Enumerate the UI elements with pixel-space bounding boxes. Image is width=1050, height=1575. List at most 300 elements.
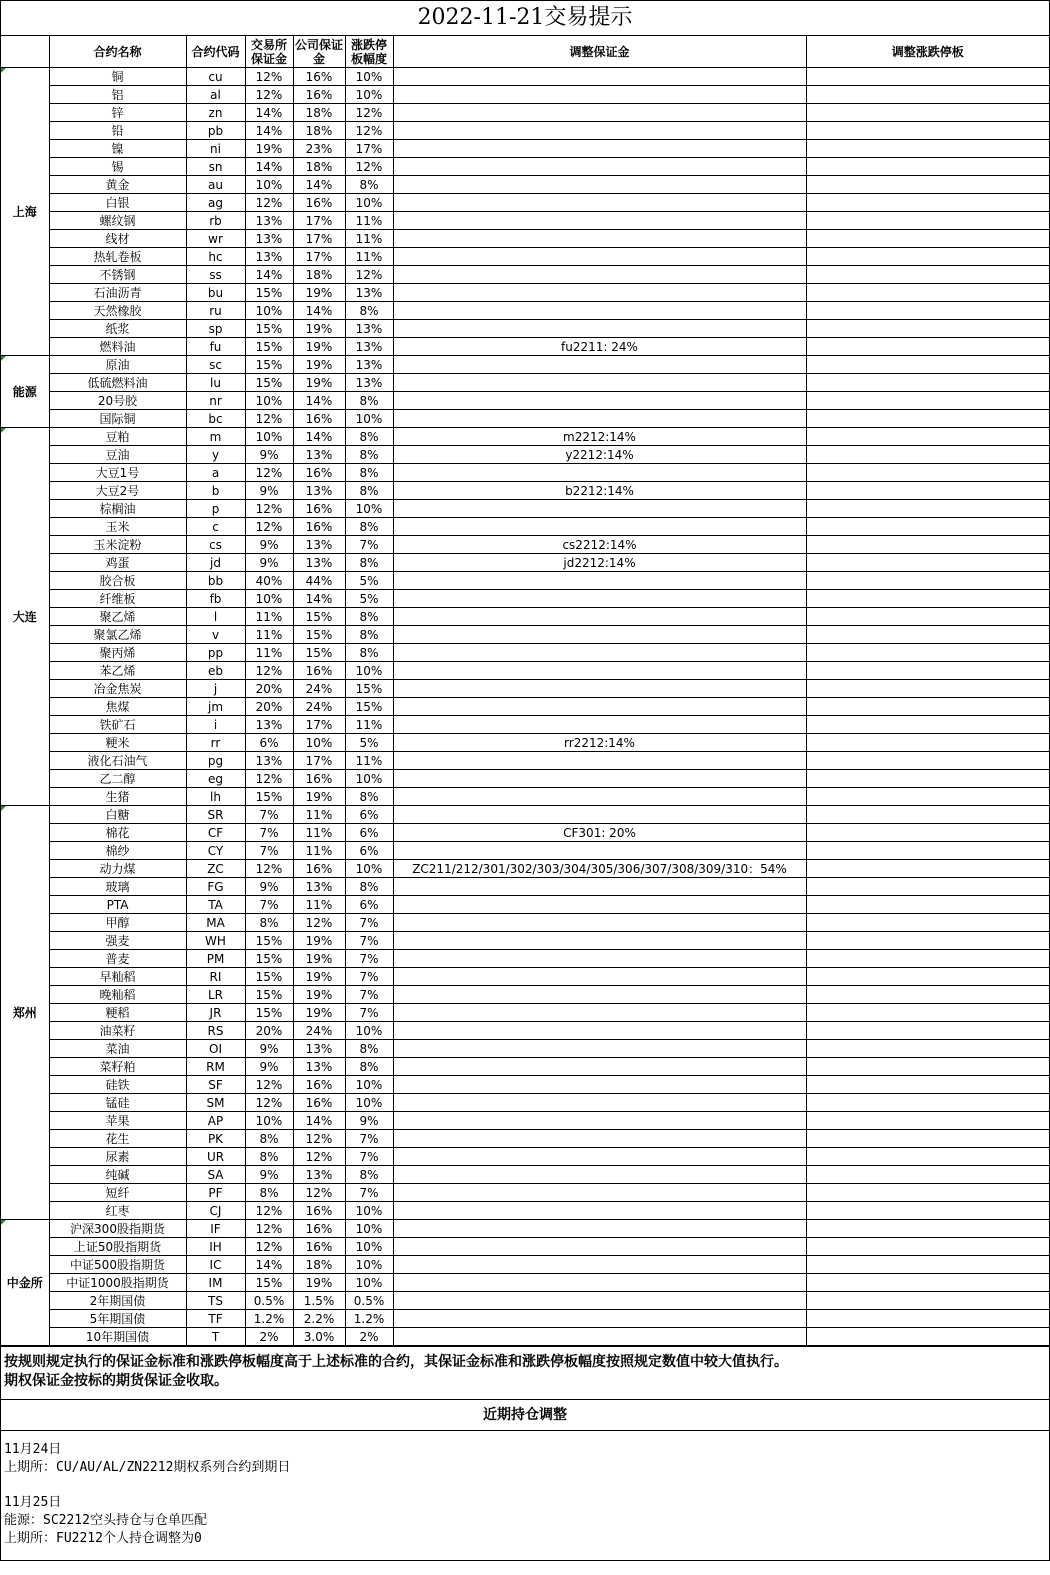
- adjusted-margin: [393, 1112, 806, 1130]
- adjusted-margin: [393, 896, 806, 914]
- limit-range: 7%: [345, 968, 393, 986]
- recent-adjustments-title: 近期持仓调整: [1, 1399, 1049, 1431]
- contract-code: lu: [186, 374, 245, 392]
- contract-code: cs: [186, 536, 245, 554]
- contract-name: 聚丙烯: [49, 644, 186, 662]
- table-row: [1, 644, 1049, 662]
- contract-name: 热轧卷板: [49, 248, 186, 266]
- adjusted-limit: [806, 140, 1049, 158]
- adjusted-limit: [806, 932, 1049, 950]
- adjusted-margin: [393, 1238, 806, 1256]
- exchange-margin: 15%: [245, 1004, 293, 1022]
- table-row: [1, 464, 1049, 482]
- exchange-margin: 10%: [245, 1112, 293, 1130]
- contract-name: 中证500股指期货: [49, 1256, 186, 1274]
- exchange-margin: 12%: [245, 68, 293, 86]
- limit-range: 6%: [345, 842, 393, 860]
- adjusted-limit: [806, 752, 1049, 770]
- contract-code: LR: [186, 986, 245, 1004]
- contract-code: ZC: [186, 860, 245, 878]
- limit-range: 10%: [345, 770, 393, 788]
- limit-range: 5%: [345, 734, 393, 752]
- table-row: [1, 104, 1049, 122]
- contract-code: fu: [186, 338, 245, 356]
- adjusted-margin: CF301: 20%: [393, 824, 806, 842]
- adjusted-limit: [806, 626, 1049, 644]
- contract-name: 不锈钢: [49, 266, 186, 284]
- table-row: [1, 680, 1049, 698]
- contract-code: PF: [186, 1184, 245, 1202]
- table-row: [1, 932, 1049, 950]
- contract-code: pb: [186, 122, 245, 140]
- adjustment-date: 11月24日: [4, 1442, 62, 1457]
- adjusted-margin: [393, 1076, 806, 1094]
- note-line: 按规则规定执行的保证金标准和涨跌停板幅度高于上述标准的合约，其保证金标准和涨跌停板幅度按照规定数值中较大值执行。: [4, 1354, 788, 1370]
- table-row: [1, 158, 1049, 176]
- contract-code: sc: [186, 356, 245, 374]
- adjusted-limit: [806, 662, 1049, 680]
- table-row: [1, 410, 1049, 428]
- table-row: [1, 1094, 1049, 1112]
- company-margin: 16%: [293, 68, 345, 86]
- limit-range: 8%: [345, 446, 393, 464]
- adjusted-limit: [806, 320, 1049, 338]
- limit-range: 7%: [345, 1004, 393, 1022]
- limit-range: 6%: [345, 806, 393, 824]
- adjusted-margin: [393, 1220, 806, 1238]
- table-row: [1, 716, 1049, 734]
- contract-code: j: [186, 680, 245, 698]
- adjusted-margin: [393, 644, 806, 662]
- adjusted-limit: [806, 1004, 1049, 1022]
- contract-name: 纤维板: [49, 590, 186, 608]
- company-margin: 17%: [293, 212, 345, 230]
- company-margin: 16%: [293, 1076, 345, 1094]
- contract-name: 硅铁: [49, 1076, 186, 1094]
- contract-name: 豆粕: [49, 428, 186, 446]
- table-row: [1, 1022, 1049, 1040]
- adjusted-limit: [806, 680, 1049, 698]
- limit-range: 12%: [345, 158, 393, 176]
- header-exchange-margin: 交易所保证金: [245, 36, 293, 68]
- contract-code: nr: [186, 392, 245, 410]
- exchange-margin: 12%: [245, 1238, 293, 1256]
- adjusted-margin: [393, 1094, 806, 1112]
- contract-name: 中证1000股指期货: [49, 1274, 186, 1292]
- limit-range: 9%: [345, 1112, 393, 1130]
- contract-code: wr: [186, 230, 245, 248]
- adjusted-limit: [806, 284, 1049, 302]
- contract-name: 沪深300股指期货: [49, 1220, 186, 1238]
- adjusted-margin: [393, 392, 806, 410]
- adjusted-limit: [806, 1184, 1049, 1202]
- adjusted-margin: [393, 518, 806, 536]
- company-margin: 16%: [293, 770, 345, 788]
- company-margin: 11%: [293, 806, 345, 824]
- company-margin: 19%: [293, 356, 345, 374]
- contract-code: bc: [186, 410, 245, 428]
- adjusted-margin: [393, 230, 806, 248]
- table-row: [1, 392, 1049, 410]
- company-margin: 16%: [293, 1094, 345, 1112]
- company-margin: 19%: [293, 986, 345, 1004]
- company-margin: 18%: [293, 1256, 345, 1274]
- exchange-margin: 10%: [245, 590, 293, 608]
- contract-code: SM: [186, 1094, 245, 1112]
- adjusted-margin: [393, 1004, 806, 1022]
- company-margin: 13%: [293, 446, 345, 464]
- table-row: [1, 194, 1049, 212]
- exchange-margin: 12%: [245, 1202, 293, 1220]
- adjusted-margin: y2212:14%: [393, 446, 806, 464]
- adjusted-margin: [393, 770, 806, 788]
- table-row: [1, 302, 1049, 320]
- limit-range: 12%: [345, 122, 393, 140]
- adjusted-limit: [806, 1112, 1049, 1130]
- table-row: [1, 446, 1049, 464]
- contract-code: jm: [186, 698, 245, 716]
- adjusted-margin: [393, 1058, 806, 1076]
- adjusted-margin: [393, 950, 806, 968]
- exchange-margin: 15%: [245, 374, 293, 392]
- adjusted-margin: [393, 1292, 806, 1310]
- adjusted-limit: [806, 1310, 1049, 1328]
- company-margin: 15%: [293, 626, 345, 644]
- table-row: [1, 896, 1049, 914]
- limit-range: 10%: [345, 86, 393, 104]
- contract-name: 石油沥青: [49, 284, 186, 302]
- company-margin: 18%: [293, 266, 345, 284]
- company-margin: 13%: [293, 554, 345, 572]
- adjusted-limit: [806, 176, 1049, 194]
- contract-code: jd: [186, 554, 245, 572]
- adjusted-limit: [806, 1274, 1049, 1292]
- table-row: [1, 770, 1049, 788]
- contract-code: JR: [186, 1004, 245, 1022]
- limit-range: 10%: [345, 1076, 393, 1094]
- adjusted-limit: [806, 590, 1049, 608]
- contract-code: m: [186, 428, 245, 446]
- adjusted-limit: [806, 716, 1049, 734]
- exchange-margin: 9%: [245, 446, 293, 464]
- exchange-margin: 7%: [245, 842, 293, 860]
- contract-code: OI: [186, 1040, 245, 1058]
- exchange-margin: 9%: [245, 878, 293, 896]
- contract-code: pg: [186, 752, 245, 770]
- adjusted-limit: [806, 1022, 1049, 1040]
- exchange-margin: 12%: [245, 194, 293, 212]
- adjusted-limit: [806, 698, 1049, 716]
- contract-code: IH: [186, 1238, 245, 1256]
- contract-name: 纸浆: [49, 320, 186, 338]
- company-margin: 12%: [293, 914, 345, 932]
- recent-adjustment-group: [4, 1494, 1046, 1548]
- table-row: [1, 1220, 1049, 1238]
- company-margin: 13%: [293, 1166, 345, 1184]
- contract-name: 花生: [49, 1130, 186, 1148]
- adjusted-limit: [806, 104, 1049, 122]
- limit-range: 7%: [345, 986, 393, 1004]
- contract-name: 普麦: [49, 950, 186, 968]
- table-row: [1, 806, 1049, 824]
- adjusted-limit: [806, 1220, 1049, 1238]
- exchange-margin: 13%: [245, 212, 293, 230]
- contract-name: 铅: [49, 122, 186, 140]
- table-row: [1, 1058, 1049, 1076]
- adjusted-limit: [806, 1292, 1049, 1310]
- table-row: [1, 878, 1049, 896]
- adjusted-limit: [806, 392, 1049, 410]
- contract-name: 玉米: [49, 518, 186, 536]
- recent-adjustment-group: [4, 1441, 1046, 1477]
- company-margin: 24%: [293, 1022, 345, 1040]
- adjusted-limit: [806, 194, 1049, 212]
- table-row: [1, 1130, 1049, 1148]
- adjusted-limit: [806, 482, 1049, 500]
- company-margin: 16%: [293, 500, 345, 518]
- adjusted-limit: [806, 1040, 1049, 1058]
- exchange-margin: 12%: [245, 464, 293, 482]
- company-margin: 24%: [293, 698, 345, 716]
- contract-name: 铝: [49, 86, 186, 104]
- adjusted-limit: [806, 608, 1049, 626]
- contract-code: a: [186, 464, 245, 482]
- contract-code: CF: [186, 824, 245, 842]
- adjusted-margin: [393, 968, 806, 986]
- exchange-margin: 14%: [245, 266, 293, 284]
- contract-code: IM: [186, 1274, 245, 1292]
- table-row: [1, 176, 1049, 194]
- adjusted-margin: [393, 986, 806, 1004]
- limit-range: 8%: [345, 554, 393, 572]
- table-row: [1, 1328, 1049, 1346]
- page-title: 2022-11-21交易提示: [1, 1, 1049, 36]
- contract-code: SA: [186, 1166, 245, 1184]
- adjusted-margin: [393, 212, 806, 230]
- adjusted-limit: [806, 896, 1049, 914]
- adjusted-margin: [393, 914, 806, 932]
- table-row: [1, 662, 1049, 680]
- adjusted-limit: [806, 86, 1049, 104]
- contract-code: RI: [186, 968, 245, 986]
- contract-name: 液化石油气: [49, 752, 186, 770]
- company-margin: 17%: [293, 230, 345, 248]
- adjusted-margin: [393, 788, 806, 806]
- exchange-margin: 13%: [245, 716, 293, 734]
- company-margin: 16%: [293, 1202, 345, 1220]
- contract-name: 胶合板: [49, 572, 186, 590]
- limit-range: 7%: [345, 914, 393, 932]
- contract-code: bb: [186, 572, 245, 590]
- contract-code: sn: [186, 158, 245, 176]
- adjusted-limit: [806, 1166, 1049, 1184]
- adjusted-margin: m2212:14%: [393, 428, 806, 446]
- exchange-margin: 7%: [245, 824, 293, 842]
- exchange-margin: 10%: [245, 302, 293, 320]
- table-row: [1, 554, 1049, 572]
- contract-name: 黄金: [49, 176, 186, 194]
- exchange-margin: 12%: [245, 86, 293, 104]
- contract-name: 强麦: [49, 932, 186, 950]
- contract-name: 20号胶: [49, 392, 186, 410]
- company-margin: 24%: [293, 680, 345, 698]
- limit-range: 13%: [345, 374, 393, 392]
- limit-range: 8%: [345, 644, 393, 662]
- limit-range: 10%: [345, 194, 393, 212]
- contract-name: 粳稻: [49, 1004, 186, 1022]
- limit-range: 10%: [345, 860, 393, 878]
- exchange-margin: 15%: [245, 320, 293, 338]
- contract-name: 菜油: [49, 1040, 186, 1058]
- adjusted-limit: [806, 572, 1049, 590]
- exchange-margin: 14%: [245, 1256, 293, 1274]
- adjusted-limit: [806, 734, 1049, 752]
- contract-name: 铁矿石: [49, 716, 186, 734]
- note-line: 期权保证金按标的期货保证金收取。: [4, 1373, 228, 1389]
- adjusted-limit: [806, 122, 1049, 140]
- company-margin: 14%: [293, 590, 345, 608]
- contract-code: v: [186, 626, 245, 644]
- exchange-margin: 12%: [245, 1094, 293, 1112]
- contract-name: 大豆1号: [49, 464, 186, 482]
- limit-range: 15%: [345, 680, 393, 698]
- company-margin: 18%: [293, 158, 345, 176]
- exchange-margin: 13%: [245, 248, 293, 266]
- table-row: [1, 950, 1049, 968]
- limit-range: 8%: [345, 1058, 393, 1076]
- contract-code: p: [186, 500, 245, 518]
- adjusted-limit: [806, 1076, 1049, 1094]
- limit-range: 8%: [345, 176, 393, 194]
- table-row: [1, 338, 1049, 356]
- limit-range: 11%: [345, 212, 393, 230]
- limit-range: 7%: [345, 950, 393, 968]
- company-margin: 16%: [293, 860, 345, 878]
- header-code: 合约代码: [186, 36, 245, 68]
- adjusted-margin: [393, 104, 806, 122]
- adjusted-margin: rr2212:14%: [393, 734, 806, 752]
- table-row: [1, 1166, 1049, 1184]
- company-margin: 14%: [293, 392, 345, 410]
- adjusted-limit: [806, 1130, 1049, 1148]
- adjusted-limit: [806, 302, 1049, 320]
- contract-name: 乙二醇: [49, 770, 186, 788]
- limit-range: 5%: [345, 590, 393, 608]
- company-margin: 44%: [293, 572, 345, 590]
- company-margin: 19%: [293, 1274, 345, 1292]
- contract-name: 5年期国债: [49, 1310, 186, 1328]
- contract-name: 油菜籽: [49, 1022, 186, 1040]
- table-row: [1, 68, 1049, 86]
- contract-code: CY: [186, 842, 245, 860]
- exchange-margin: 1.2%: [245, 1310, 293, 1328]
- contract-code: i: [186, 716, 245, 734]
- adjusted-limit: [806, 410, 1049, 428]
- company-margin: 11%: [293, 824, 345, 842]
- contract-code: PM: [186, 950, 245, 968]
- adjusted-limit: [806, 986, 1049, 1004]
- company-margin: 11%: [293, 896, 345, 914]
- adjusted-margin: [393, 806, 806, 824]
- exchange-margin: 19%: [245, 140, 293, 158]
- limit-range: 7%: [345, 1130, 393, 1148]
- exchange-label: 上海: [1, 68, 49, 356]
- contract-name: 聚乙烯: [49, 608, 186, 626]
- company-margin: 19%: [293, 788, 345, 806]
- header-name: 合约名称: [49, 36, 186, 68]
- contract-name: 聚氯乙烯: [49, 626, 186, 644]
- adjusted-limit: [806, 356, 1049, 374]
- company-margin: 13%: [293, 1040, 345, 1058]
- table-row: [1, 1256, 1049, 1274]
- limit-range: 2%: [345, 1328, 393, 1346]
- contract-name: 2年期国债: [49, 1292, 186, 1310]
- adjusted-limit: [806, 842, 1049, 860]
- adjusted-margin: [393, 194, 806, 212]
- contract-name: 豆油: [49, 446, 186, 464]
- company-margin: 18%: [293, 122, 345, 140]
- contract-code: eb: [186, 662, 245, 680]
- table-row: [1, 914, 1049, 932]
- exchange-margin: 12%: [245, 518, 293, 536]
- company-margin: 14%: [293, 302, 345, 320]
- adjusted-margin: [393, 1202, 806, 1220]
- adjusted-margin: [393, 572, 806, 590]
- table-row: [1, 572, 1049, 590]
- contract-name: 螺纹钢: [49, 212, 186, 230]
- adjusted-margin: [393, 1166, 806, 1184]
- contract-code: sp: [186, 320, 245, 338]
- contract-code: hc: [186, 248, 245, 266]
- table-row: [1, 1148, 1049, 1166]
- limit-range: 11%: [345, 752, 393, 770]
- limit-range: 8%: [345, 482, 393, 500]
- adjusted-margin: [393, 1184, 806, 1202]
- adjusted-margin: [393, 1310, 806, 1328]
- company-margin: 19%: [293, 932, 345, 950]
- company-margin: 19%: [293, 374, 345, 392]
- exchange-margin: 14%: [245, 158, 293, 176]
- exchange-margin: 15%: [245, 338, 293, 356]
- adjusted-limit: [806, 338, 1049, 356]
- contract-code: rr: [186, 734, 245, 752]
- contract-name: 锌: [49, 104, 186, 122]
- company-margin: 19%: [293, 968, 345, 986]
- adjusted-margin: [393, 140, 806, 158]
- adjusted-limit: [806, 860, 1049, 878]
- company-margin: 16%: [293, 1238, 345, 1256]
- limit-range: 13%: [345, 356, 393, 374]
- exchange-margin: 15%: [245, 986, 293, 1004]
- contract-code: rb: [186, 212, 245, 230]
- company-margin: 12%: [293, 1184, 345, 1202]
- limit-range: 13%: [345, 320, 393, 338]
- contract-name: 原油: [49, 356, 186, 374]
- adjusted-margin: [393, 68, 806, 86]
- adjusted-margin: [393, 302, 806, 320]
- limit-range: 8%: [345, 428, 393, 446]
- exchange-margin: 8%: [245, 1148, 293, 1166]
- table-row: [1, 1202, 1049, 1220]
- contract-name: 晚籼稻: [49, 986, 186, 1004]
- exchange-margin: 14%: [245, 122, 293, 140]
- header-adjusted-margin: 调整保证金: [393, 36, 806, 68]
- contract-code: ag: [186, 194, 245, 212]
- adjusted-limit: [806, 1058, 1049, 1076]
- contract-code: PK: [186, 1130, 245, 1148]
- adjusted-margin: [393, 932, 806, 950]
- company-margin: 13%: [293, 878, 345, 896]
